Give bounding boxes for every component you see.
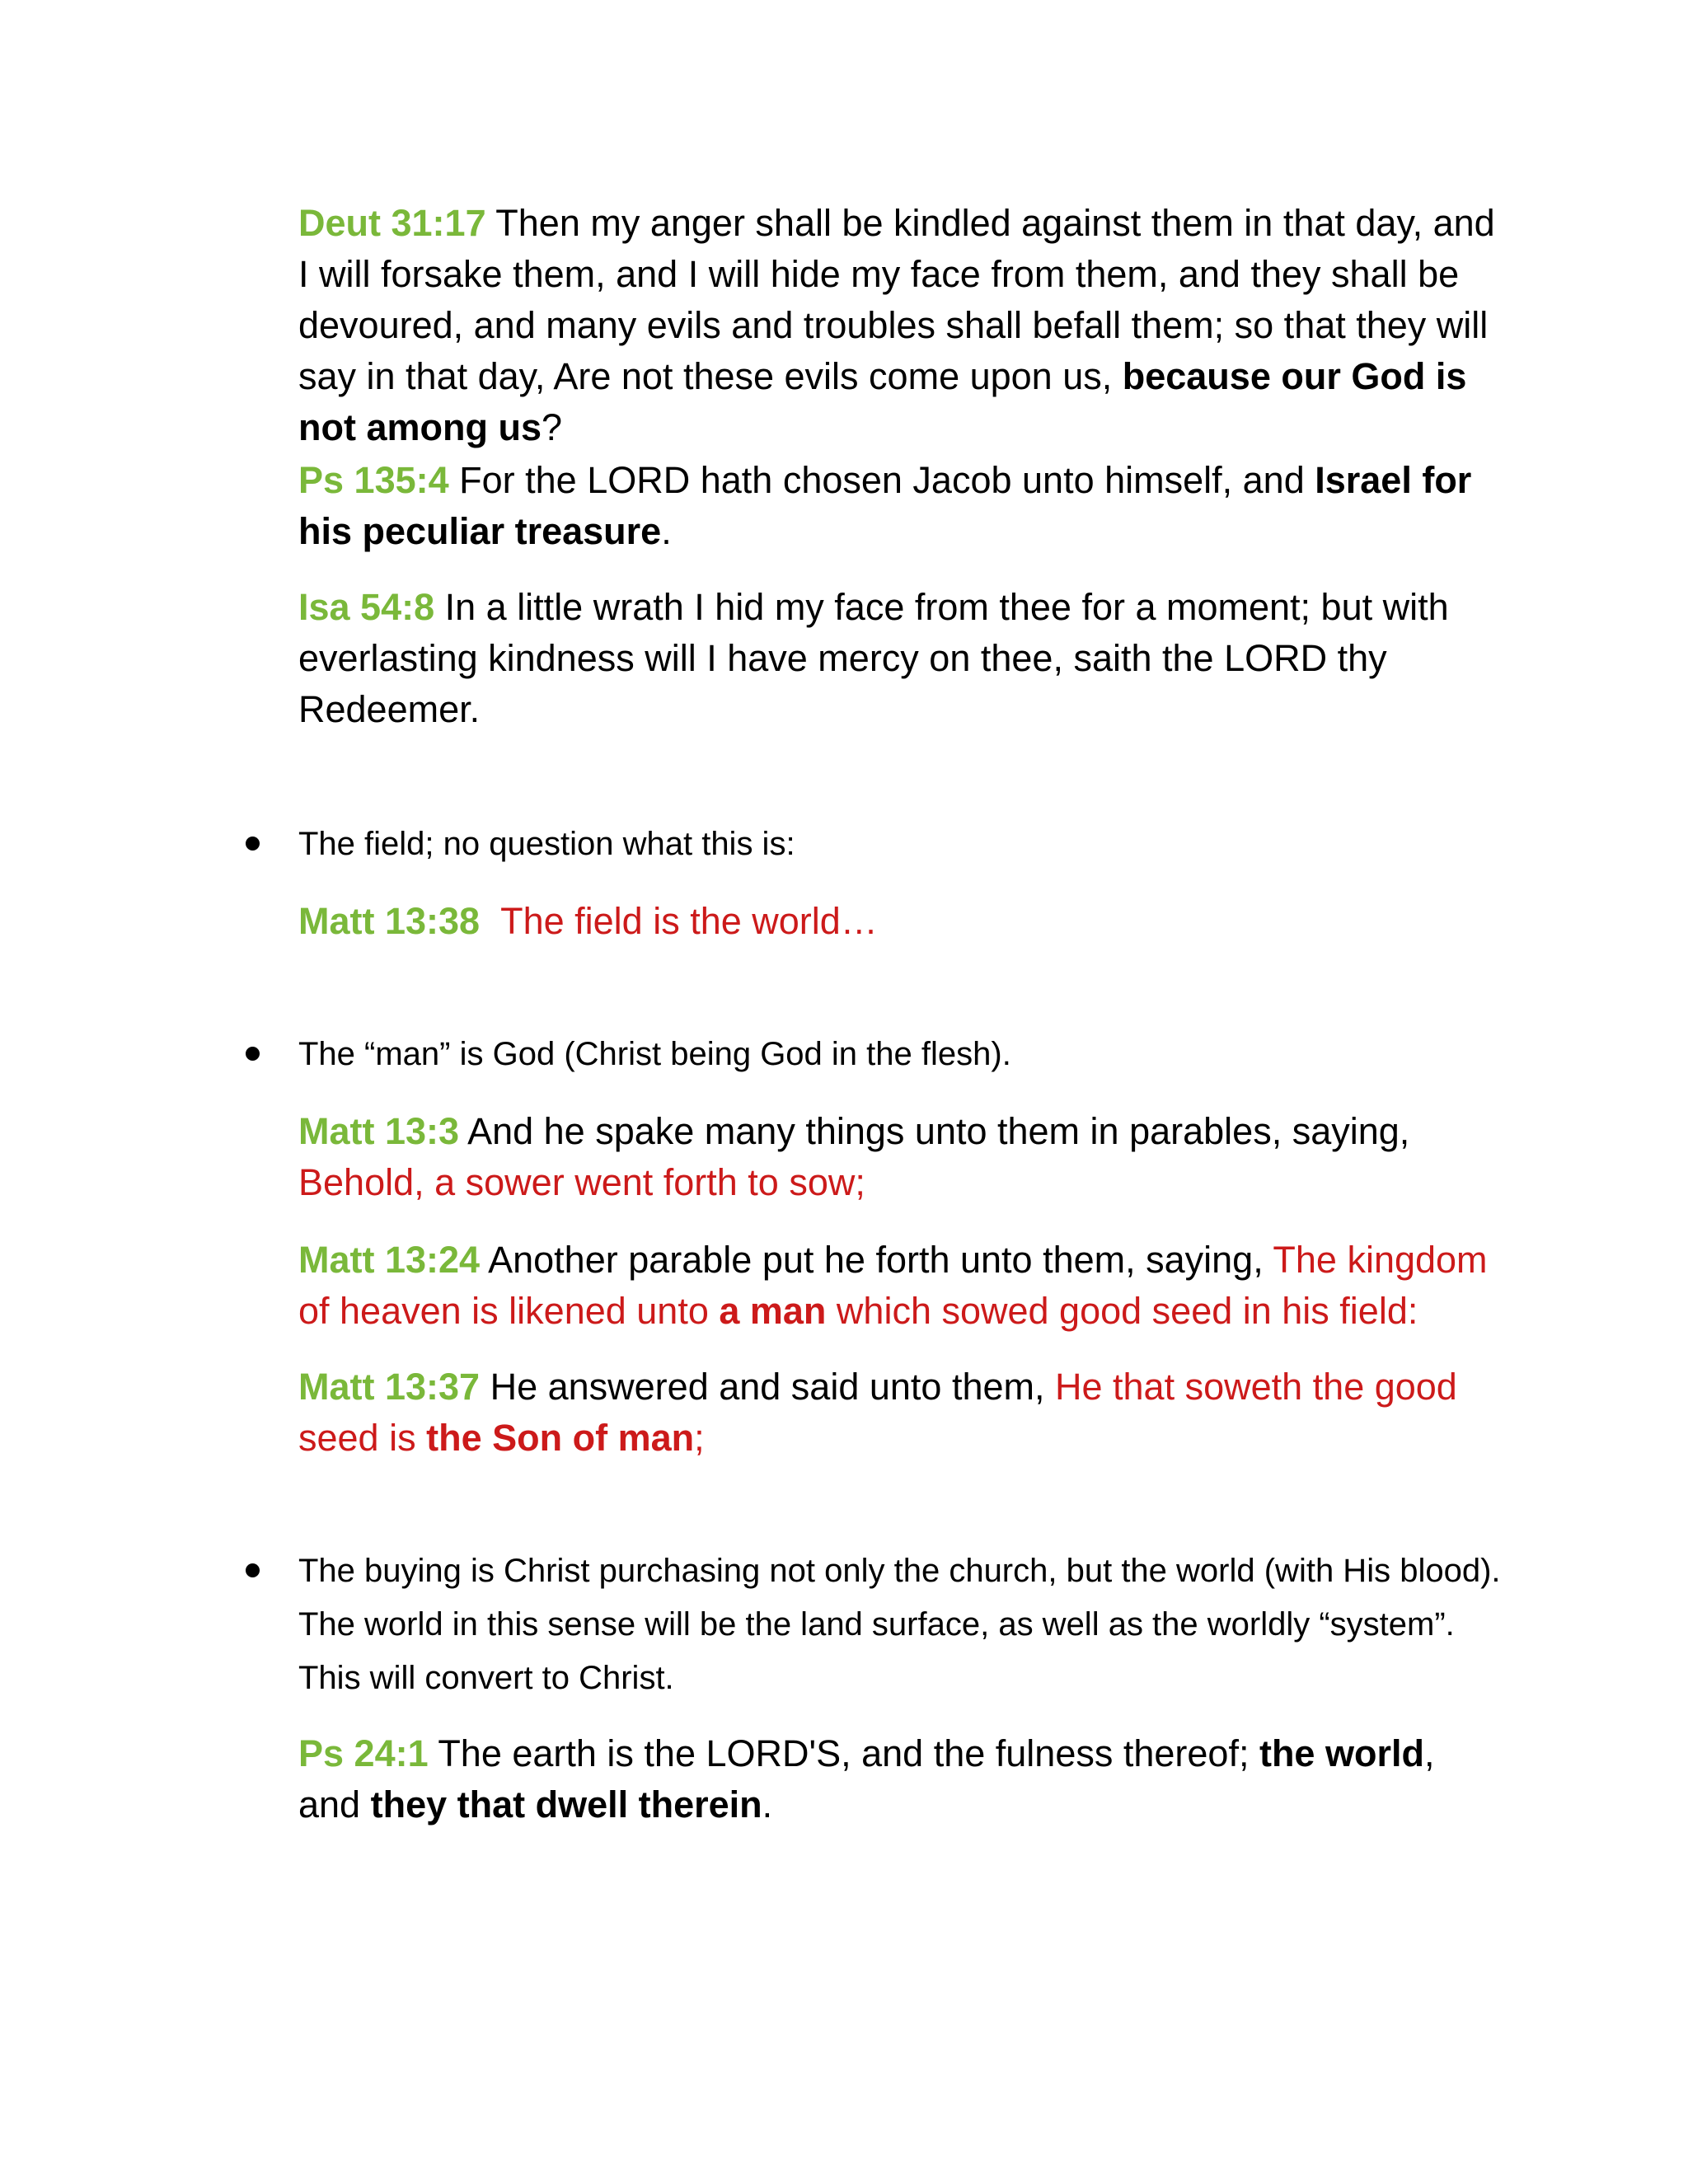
verse-text: ? (541, 406, 563, 448)
verse-reference: Ps 24:1 (298, 1732, 429, 1774)
bullet-man (298, 1028, 1502, 1081)
bullet-field (298, 818, 1502, 871)
verse-text: Then my anger shall be kindled against them in that day, and I will forsake them, and I will hide my face from them, and they shall be devoured, and many evils and troubles shall befall them; so that they will say in that day, Are not these evils come upon us, (298, 202, 1495, 397)
verse-text: For the LORD hath chosen Jacob unto himself, and (448, 459, 1315, 501)
verse-reference: Matt 13:37 (298, 1366, 481, 1408)
verse-isa-54-8 (298, 582, 1502, 735)
document-body (298, 198, 1502, 1830)
verse-reference: Ps 135:4 (298, 459, 449, 501)
verse-red-letter: The kingdom of heaven is likened unto (298, 1239, 1488, 1332)
verse-text: . (661, 510, 672, 552)
verse-red-emphasis: the Son of man (426, 1417, 695, 1459)
verse-text: The earth is the LORD'S, and the fulness thereof; (428, 1732, 1259, 1774)
verse-red-letter: He that soweth the good seed is (298, 1366, 1457, 1459)
verse-red-letter: which sowed good seed in his field: (826, 1290, 1418, 1332)
bullet-text: The buying is Christ purchasing not only the church, but the world (with His blood). The world in this sense will be the land surface, as well as the worldly “system”. This will convert to Christ. (298, 1553, 1501, 1696)
verse-red-letter: ; (694, 1417, 705, 1459)
verse-emphasis: because our God is not among us (298, 355, 1467, 448)
verse-text: He answered and said unto them, (480, 1366, 1055, 1408)
verse-reference: Deut 31:17 (298, 202, 486, 244)
verse-text: . (762, 1783, 773, 1825)
verse-matt-13-3 (298, 1106, 1502, 1208)
verse-matt-13-24 (298, 1235, 1502, 1337)
verse-ps-24-1 (298, 1728, 1502, 1830)
verse-reference: Matt 13:3 (298, 1110, 460, 1152)
verse-matt-13-38 (298, 896, 1502, 947)
verse-text: Another parable put he forth unto them, saying, (480, 1239, 1273, 1281)
verse-deut-31-17 (298, 198, 1502, 453)
verse-red-emphasis: a man (719, 1290, 827, 1332)
bullet-dot-icon (246, 837, 260, 851)
verse-text: And he spake many things unto them in parables, saying, (459, 1110, 1410, 1152)
verse-red-letter: Behold, a sower went forth to sow; (298, 1161, 865, 1203)
verse-text: , and (298, 1732, 1435, 1825)
verse-reference: Isa 54:8 (298, 586, 435, 628)
verse-emphasis: the world (1259, 1732, 1424, 1774)
bullet-dot-icon (246, 1563, 260, 1577)
verse-reference: Matt 13:38 (298, 900, 481, 942)
verse-red-letter: The field is the world… (500, 900, 878, 942)
verse-reference: Matt 13:24 (298, 1239, 481, 1281)
bullet-dot-icon (246, 1047, 260, 1061)
bullet-text: The “man” is God (Christ being God in the flesh). (298, 1036, 1011, 1072)
verse-emphasis: Israel for his peculiar treasure (298, 459, 1472, 552)
bullet-buying (298, 1544, 1502, 1705)
bullet-text: The field; no question what this is: (298, 826, 795, 862)
verse-matt-13-37 (298, 1361, 1502, 1464)
verse-text: In a little wrath I hid my face from thee for a moment; but with everlasting kindness will I have mercy on thee, saith the LORD thy Redeemer. (298, 586, 1449, 730)
verse-ps-135-4 (298, 455, 1502, 557)
verse-emphasis: they that dwell therein (370, 1783, 762, 1825)
